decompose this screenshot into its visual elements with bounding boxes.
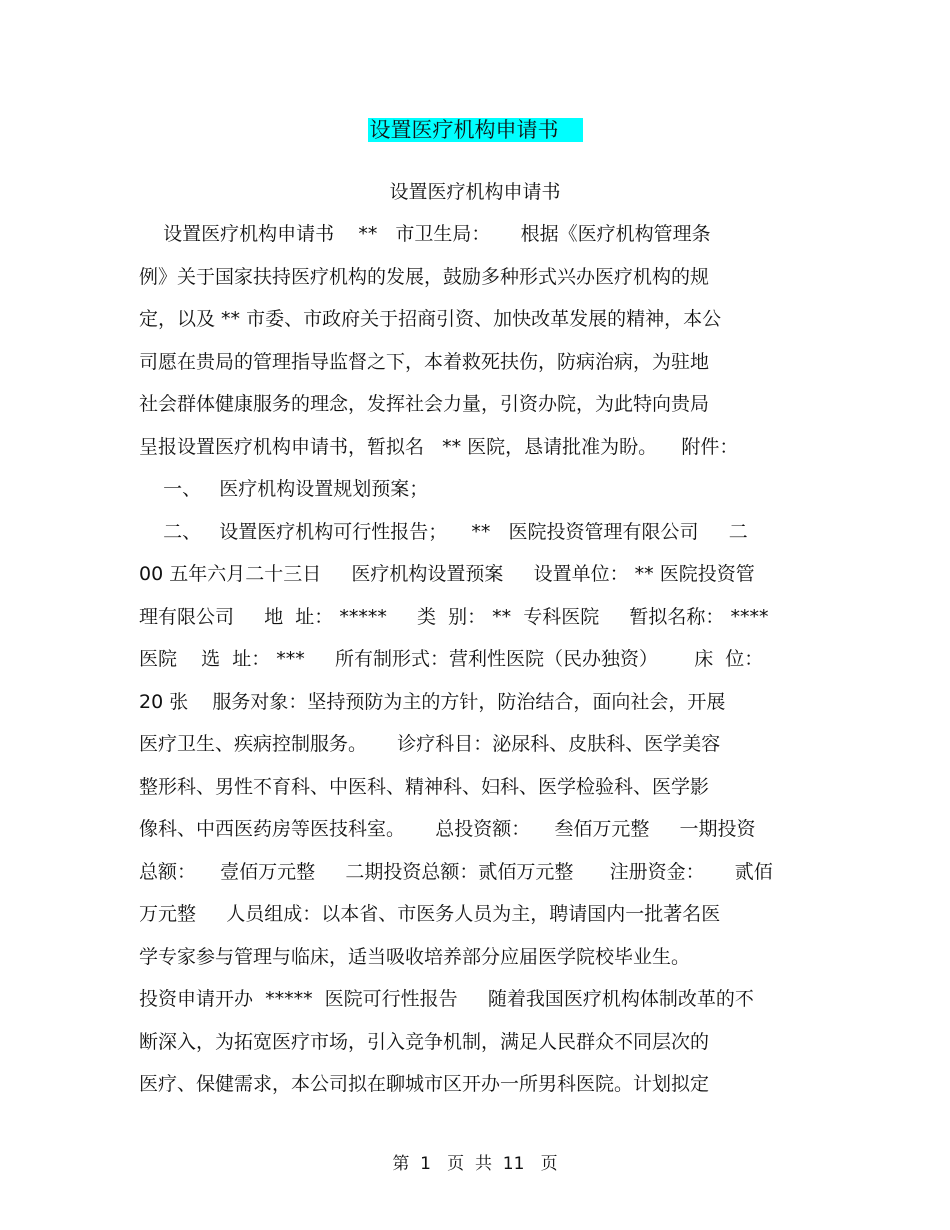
body-line: 一、 医疗机构设置规划预案；	[139, 478, 429, 500]
body-line: 总额： 壹佰万元整 二期投资总额：贰佰万元整 注册资金： 贰佰	[139, 860, 773, 883]
body-line: 定，以及 ** 市委、市政府关于招商引资、加快改革发展的精神，本公	[139, 308, 722, 330]
body-line: 例》关于国家扶持医疗机构的发展，鼓励多种形式兴办医疗机构的规	[139, 265, 710, 288]
body-line: 00 五年六月二十三日 医疗机构设置预案 设置单位： ** 医院投资管	[139, 563, 755, 585]
body-line: 呈报设置医疗机构申请书，暂拟名 ** 医院，恳请批准为盼。 附件：	[139, 435, 739, 458]
body-line: 医院 选 址： *** 所有制形式：营利性医院（民办独资） 床 位：	[139, 648, 764, 670]
body-line: 整形科、男性不育科、中医科、精神科、妇科、医学检验科、医学影	[139, 775, 710, 798]
body-line: 像科、中西医药房等医技科室。 总投资额： 叁佰万元整 一期投资	[139, 818, 756, 840]
body-line: 20 张 服务对象：坚持预防为主的方针，防治结合，面向社会，开展	[139, 690, 726, 713]
document-title	[0, 115, 950, 145]
body-line: 司愿在贵局的管理指导监督之下，本着救死扶伤，防病治病，为驻地	[139, 350, 710, 373]
body-line: 二、 设置医疗机构可行性报告； ** 医院投资管理有限公司 二	[139, 520, 748, 543]
body-line: 断深入，为拓宽医疗市场，引入竞争机制，满足人民群众不同层次的	[139, 1030, 710, 1053]
body-line: 投资申请开办 ***** 医院可行性报告 随着我国医疗机构体制改革的不	[139, 988, 754, 1010]
body-line: 理有限公司 地 址： ***** 类 别： ** 专科医院 暂拟名称： ****	[139, 605, 769, 628]
document-body	[139, 218, 819, 1111]
body-line: 万元整 人员组成：以本省、市医务人员为主，聘请国内一批著名医	[139, 903, 721, 925]
body-line: 医疗、保健需求，本公司拟在聊城市区开办一所男科医院。计划拟定	[139, 1073, 710, 1095]
body-line: 社会群体健康服务的理念，发挥社会力量，引资办院，为此特向贵局	[139, 393, 710, 415]
body-line: 医疗卫生、疾病控制服务。 诊疗科目：泌尿科、皮肤科、医学美容	[139, 733, 721, 755]
document-title-text: 设置医疗机构申请书	[368, 118, 583, 142]
body-line: 学专家参与管理与临床，适当吸收培养部分应届医学院校毕业生。	[139, 945, 691, 968]
page-footer: 第 1 页 共 11 页	[392, 1154, 558, 1174]
body-line: 设置医疗机构申请书 ** 市卫生局： 根据《医疗机构管理条	[139, 223, 711, 245]
document-subtitle: 设置医疗机构申请书	[389, 181, 561, 203]
